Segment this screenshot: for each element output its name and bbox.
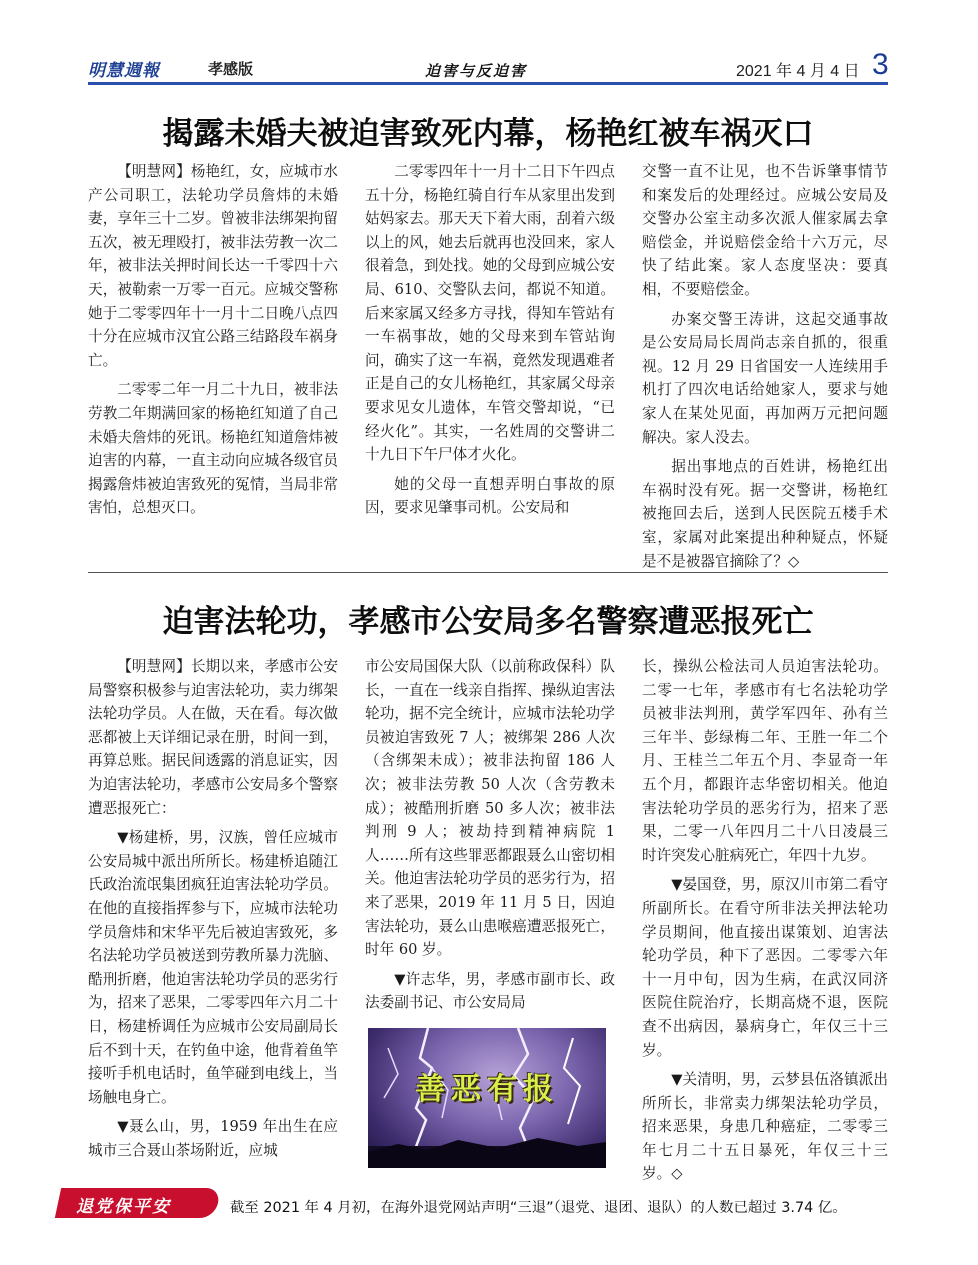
article1-headline: 揭露未婚夫被迫害致死内幕，杨艳红被车祸灭口 <box>162 116 814 152</box>
paper-name: 明慧週報 <box>88 61 160 81</box>
lightning-image <box>368 1028 606 1168</box>
paragraph: 二零零四年十一月十二日下午四点五十分，杨艳红骑自行车从家里出发到姑妈家去。那天天下着大雨，刮着六级以上的风，她去后就再也没回来，家人很着急，到处找。她的父母到应城公安局、610、交警队去问，都说不知道。后来家属又经多方寻找，得知车管站有一车祸事故，她的父母来到车管站询问，确实了这一车祸，竟然发现遇难者正是自己的女儿杨艳红，其家属父母亲要求见女儿遗体，车管交警却说，“已经火化”。其实，一名姓周的交警讲二十九日下午尸体才火化。 <box>365 163 615 464</box>
paragraph: 她的父母一直想弄明白事故的原因，要求见肇事司机。公安局和 <box>365 475 615 517</box>
footer-notice: 截至 2021 年 4 月初，在海外退党网站声明“三退”（退党、退团、退队）的人数已超过 3.74 亿。 <box>230 1200 847 1216</box>
paragraph: 据出事地点的百姓讲，杨艳红出车祸时没有死。据一交警讲，杨艳红被拖回去后，送到人民医院五楼手术室，家属对此案提出种种疑点，怀疑是不是被器官摘除了？◇ <box>642 458 888 570</box>
image-caption: 善恶有报 <box>415 1072 559 1107</box>
header-rule <box>88 82 888 85</box>
paragraph: 长，操纵公检法司人员迫害法轮功。二零一七年，孝感市有七名法轮功学员被非法判刑，黄学军四年、孙有兰三年半、彭绿梅二年、王胜一年二个月、王桂兰二年五个月、李显奇一年五个月，都跟许志华密切相关。他迫害法轮功学员的恶劣行为，招来了恶果，二零一八年四月二十八日凌晨三时许突发心脏病死亡，年四十九岁。 <box>642 658 888 864</box>
article-divider <box>88 572 888 573</box>
paragraph: ▼关清明，男，云梦县伍洛镇派出所所长，非常卖力绑架法轮功学员，招来恶果，身患几种癌症，二零零三年七月二十五日暴死，年仅三十三岁。◇ <box>642 1071 888 1183</box>
footer-badge-text: 退党保平安 <box>76 1197 171 1217</box>
paragraph: ▼晏国登，男，原汉川市第二看守所副所长。在看守所非法关押法轮功学员期间，他直接出谋策划、迫害法轮功学员，种下了恶因。二零零六年十一月中旬，因为生病，在武汉同济医院住院治疗，长期高烧不退，医院查不出病因，暴病身亡，年仅三十三岁。 <box>642 876 888 1059</box>
issue-date: 2021 年 4 月 4 日 <box>736 63 860 80</box>
paragraph: 二零零二年一月二十九日，被非法劳教二年期满回家的杨艳红知道了自己未婚夫詹炜的死讯。杨艳红知道詹炜被迫害的内幕，一直主动向应城各级官员揭露詹炜被迫害致死的冤情，当局非常害怕，总想灭口。 <box>88 381 338 517</box>
article1-column-2 <box>365 160 615 526</box>
article2-column-1 <box>88 655 338 1168</box>
page-header <box>88 48 889 82</box>
edition-label: 孝感版 <box>208 60 254 78</box>
page-number: 3 <box>872 48 889 81</box>
paragraph: 【明慧网】杨艳红，女，应城市水产公司职工，法轮功学员詹炜的未婚妻，享年三十二岁。曾被非法绑架拘留五次，被无理殴打，被非法劳教一次二年，被非法关押时间长达一千零四十六天，被勒索一万零一百元。应城交警称她于二零零四年十一月十二日晚八点四十分在应城市汉宜公路三结路段车祸身亡。 <box>88 163 338 369</box>
paragraph: 【明慧网】长期以来，孝感市公安局警察积极参与迫害法轮功，卖力绑架法轮功学员。人在做，天在看。每次做恶都被上天详细记录在册，时间一到，再算总账。据民间透露的消息证实，因为迫害法轮功，孝感市公安局多个警察遭恶报死亡： <box>88 658 338 817</box>
paragraph: 办案交警王涛讲，这起交通事故是公安局局长周尚志亲自抓的，很重视。12 月 29 日省国安一人连续用手机打了四次电话给她家人，要求与她家人在某处见面，再加两万元把问题解决。家人没去。 <box>642 310 888 446</box>
paragraph: ▼许志华，男，孝感市副市长、政法委副书记、市公安局局 <box>365 970 615 1012</box>
article1-column-3 <box>642 160 888 579</box>
section-title: 迫害与反迫害 <box>425 62 528 80</box>
footer-banner <box>58 1188 888 1222</box>
paragraph: ▼杨建桥，男，汉族，曾任应城市公安局城中派出所所长。杨建桥追随江氏政治流氓集团疯狂迫害法轮功学员。在他的直接指挥参与下，应城市法轮功学员詹炜和宋华平先后被迫害致死，多名法轮功学员被送到劳教所暴力洗脑、酷刑折磨，他迫害法轮功学员的恶劣行为，招来了恶果，二零零四年六月二十日，杨建桥调任为应城市公安局副局长后不到十天，在钓鱼中途，他背着鱼竿接听手机电话时，鱼竿碰到电线上，当场触电身亡。 <box>88 829 338 1106</box>
paragraph: ▼聂么山，男，1959 年出生在应城市三合聂山茶场附近，应城 <box>88 1118 338 1159</box>
paragraph: 交警一直不让见，也不告诉肇事情节和案发后的处理经过。应城公安局及交警办公室主动多次派人催家属去拿赔偿金，并说赔偿金给十六万元，尽快了结此案。家人态度坚决：要真相，不要赔偿金。 <box>642 163 888 298</box>
article2-headline: 迫害法轮功，孝感市公安局多名警察遭恶报死亡 <box>162 604 814 640</box>
article2-column-2 <box>365 655 615 1021</box>
article1-column-1 <box>88 160 338 526</box>
paragraph: 市公安局国保大队（以前称政保科）队长，一直在一线亲自指挥、操纵迫害法轮功，据不完全统计，应城市法轮功学员被迫害致死 7 人；被绑架 286 人次（含绑架未成）；被非法拘留 186 人次；被非法劳教 50 人次（含劳教未成）；被酷刑折磨 50 多人次；被非法判刑 9 人；被劫持到精神病院 1 人……所有这些罪恶都跟聂么山密切相关。他迫害法轮功学员的恶劣行为，招来了恶果，2019 年 11 月 5 日，因迫害法轮功，聂么山患喉癌遭恶报死亡，时年 60 岁。 <box>365 658 615 959</box>
article2-column-3 <box>642 655 888 1192</box>
